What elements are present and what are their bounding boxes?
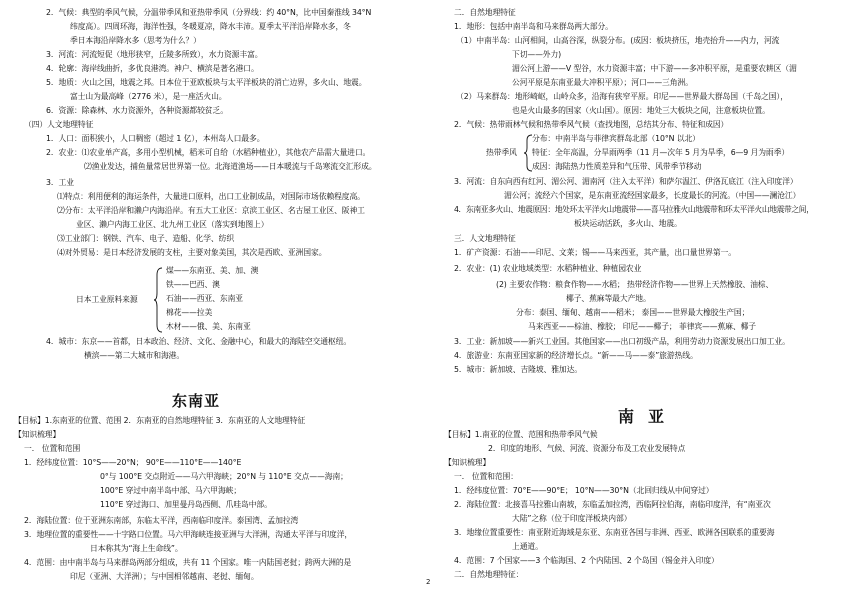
- text-line: 3．工业：新加坡——新兴工业国。其他国家——出口初级产品，利用劳动力资源发展出口加工业。: [454, 337, 790, 346]
- text-line: ⑶工业部门：钢铁、汽车、电子、造船、化学、纺织: [57, 234, 235, 243]
- text-line: 3．河流：自东向西有红河、湄公河、湄南河（注入太平洋）和萨尔温江、伊洛瓦底江（注入印度洋）: [454, 177, 798, 186]
- text-line: 印尼（亚洲、大洋洲）；与中国相邻越南、老挝、缅甸。: [70, 572, 259, 581]
- text-line: 110°E 穿过海口、加里曼丹岛西侧、爪哇岛中部。: [100, 500, 272, 509]
- text-line: 上通道。: [512, 542, 543, 551]
- text-line: ⑵渔业发达，捕鱼量常居世界第一位。北海道渔场——日本暖流与千岛寒流交汇形成。: [84, 162, 377, 171]
- text-line: 4．范围：7 个国家——3 个临海国、2 个内陆国、2 个岛国（锡金并入印度）: [454, 556, 719, 565]
- text-line: 1．地形：包括中南半岛和马来群岛两大部分。: [454, 22, 613, 31]
- monsoon-label: 热带季风: [486, 148, 517, 157]
- text-line: 日本称其为“海上生命线”。: [90, 544, 183, 553]
- text-line: 大陆”之称（位于印度洋板块内部）: [512, 514, 632, 523]
- text-line: 板块运动活跃，多火山、地震。: [574, 219, 682, 228]
- text-line: 也是火山最多的国家（火山国）。原因：地处三大板块之间，注意板块位置。: [512, 106, 770, 115]
- text-line: 2．气候：热带雨林气候和热带季风气候（查找地图，总结其分布、特征和成因）: [454, 120, 729, 129]
- text-line: 3．地理位置的重要性——十字路口位置。马六甲海峡连接亚洲与大洋洲，沟通太平洋与印度洋，: [24, 530, 353, 539]
- page-number: 2: [426, 578, 431, 586]
- text-line: 二．自然地理特征: [454, 8, 516, 17]
- raw-material-label: 日本工业原料来源: [76, 295, 138, 304]
- text-line: 5．地质：火山之国，地震之邦。日本位于亚欧板块与太平洋板块的消亡边界，多火山、地震。: [46, 78, 367, 87]
- text-line: 4．旅游业：东南亚国家新的经济增长点。“新——马——泰”旅游热线。: [454, 351, 698, 360]
- text-line: 6．资源：除森林、水力资源外，各种资源都较贫乏。: [46, 106, 228, 115]
- text-line: 1．经纬度位置：10°S——20°N； 90°E——110°E——140°E: [24, 458, 242, 467]
- text-line: 椰子、蕉麻等最大产地。: [566, 294, 651, 303]
- text-line: 1．人口：面积狭小，人口稠密（超过 1 亿），本州岛人口最多。: [46, 134, 265, 143]
- text-line: 分布：泰国、缅甸、越南——稻米； 泰国——世界最大橡胶生产国；: [516, 308, 750, 317]
- monsoon-item: 分布：中南半岛与菲律宾群岛北部（10°N 以北）: [532, 134, 700, 143]
- text-line: 3．工业: [46, 178, 74, 187]
- text-line: ⑴特点：利用便利的海运条件，大量进口原料，出口工业制成品，对国际市场依赖程度高。: [57, 192, 365, 201]
- section-title-south-asia: 南亚: [618, 407, 679, 426]
- text-line: 2．海陆位置：位于亚洲东南部，东临太平洋，西南临印度洋。泰国湾、孟加拉湾: [24, 516, 299, 525]
- text-line: 2．海陆位置：北接喜马拉雅山南坡，东临孟加拉湾，西临阿拉伯海，南临印度洋，有“南亚次: [454, 500, 771, 509]
- raw-material-item: 煤——东南亚、美、加、澳: [166, 266, 259, 275]
- text-line: 一． 位置和范围: [24, 444, 81, 453]
- text-line: 0°与 100°E 交点附近——马六甲海峡；20°N 与 110°E 交点——海南；: [100, 472, 348, 481]
- text-line: 4．轮廓：海岸线曲折，多优良港湾。神户、横滨是著名港口。: [46, 64, 259, 73]
- text-line: 2．农业：⑴农业单产高，多用小型机械，稻米可自给（水稻种植业），其他农产品需大量进口。: [46, 148, 371, 157]
- text-line: 4．东南亚多火山、地震原因：地处环太平洋火山地震带——喜马拉雅火山地震带和环太平洋火山地震带之间，: [454, 205, 814, 214]
- raw-material-item: 铁——巴西、澳: [166, 280, 220, 289]
- text-line: 二．自然地理特征：: [454, 570, 524, 579]
- section-title-southeast-asia: 东南亚: [172, 392, 221, 410]
- text-line: 富士山为最高峰（2776 米），是一座活火山。: [70, 92, 227, 101]
- text-line: 1．矿产资源：石油——印尼、文莱；锡——马来西亚，其产量，出口量世界第一。: [454, 248, 736, 257]
- text-line: 业区、濑户内海工业区、北九州工业区（落实到地图上）: [76, 220, 269, 229]
- text-line: ⑷对外贸易：是日本经济发展的支柱，主要对象美国，其次是西欧、亚洲国家。: [57, 248, 327, 257]
- text-line: 纬度高）。四周环海，海洋性强，冬暖夏凉，降水丰沛。夏季太平洋沿岸降水多，冬: [70, 22, 351, 31]
- brace-icon: [154, 267, 164, 333]
- text-line: 2．气候：典型的季风气候，分温带季风和亚热带季风（分界线：约 40°N，比中国秦淮线 34°N: [46, 8, 372, 17]
- text-line: 100°E 穿过中南半岛中部、马六甲海峡；: [100, 486, 242, 495]
- text-line: 3．地缘位置重要性：南亚附近海域是东亚、东南亚各国与非洲、西亚、欧洲各国联系的重要海: [454, 528, 775, 537]
- text-line: 下切——外力): [512, 50, 562, 59]
- text-line: 【目标】1.南亚的位置、范围和热带季风气候: [444, 430, 598, 439]
- text-line: （1）中南半岛：山河相间，山高谷深，纵裂分布。(成因：板块挤压，地壳抬升——内力，河流: [456, 36, 780, 45]
- raw-material-item: 棉花——拉美: [166, 308, 213, 317]
- text-line: 4．范围：由中南半岛与马来群岛两部分组成，共有 11 个国家。唯一内陆国老挝；跨两大洲的是: [24, 558, 352, 567]
- text-line: 4．城市：东京——首都，日本政治、经济、文化、金融中心，和最大的海陆空交通枢纽。: [46, 337, 352, 346]
- text-line: （四）人文地理特征: [24, 120, 94, 129]
- monsoon-item: 成因：海陆热力性质差异和气压带、风带季节移动: [532, 162, 702, 171]
- text-line: 2．农业：(1) 农业地域类型：水稻种植业、种植园农业: [454, 264, 642, 273]
- text-line: 横滨——第二大城市和海港。: [84, 351, 185, 360]
- text-line: 湄公河上游——V 型谷，水力资源丰富；中下游——多冲积平原，是重要农耕区（湄: [512, 64, 797, 73]
- text-line: 湄公河；流经六个国家，是东南亚流经国家最多，长度最长的河流。（中国——澜沧江）: [504, 191, 801, 200]
- text-line: 季日本海沿岸降水多（思考为什么？）: [70, 36, 201, 45]
- text-line: 1．经纬度位置：70°E——90°E； 10°N——30°N（北回归线从中间穿过）: [454, 486, 714, 495]
- text-line: 5．城市：新加坡、吉隆坡、雅加达。: [454, 365, 583, 374]
- text-line: 马来西亚——棕油、橡胶； 印尼——椰子； 菲律宾——蕉麻、椰子: [528, 322, 756, 331]
- text-line: 公河平原是东南亚最大冲积平原）；河口——三角洲。: [512, 78, 693, 87]
- raw-material-item: 石油——西亚、东南亚: [166, 294, 243, 303]
- text-line: 【知识梳理】: [444, 458, 491, 467]
- text-line: ⑵分布：太平洋沿岸和濑户内海沿岸。有五大工业区：京滨工业区、名古屋工业区、阪神工: [57, 206, 365, 215]
- text-line: 【知识梳理】: [14, 430, 61, 439]
- text-line: 3．河流：河流短促（地形狭窄，丘陵多所致），水力资源丰富。: [46, 50, 263, 59]
- monsoon-item: 特征：全年高温，分旱雨两季（11 月—次年 5 月为旱季，6—9 月为雨季）: [532, 148, 790, 157]
- raw-material-item: 木材——俄、美、东南亚: [166, 322, 251, 331]
- text-line: (2) 主要农作物：粮食作物——水稻； 热带经济作物——世界上天然橡胶、油棕、: [496, 280, 774, 289]
- text-line: 一． 位置和范围：: [454, 472, 518, 481]
- text-line: 三．人文地理特征: [454, 234, 516, 243]
- text-line: 2．印度的地形、气候、河流、资源分布及工农业发展特点: [488, 444, 686, 453]
- text-line: （2）马来群岛：地形崎岖，山岭众多，沿海有狭窄平原。印尼——世界最大群岛国（千岛之国），: [456, 92, 788, 101]
- text-line: 【目标】1.东南亚的位置、范围 2．东南亚的自然地理特征 3．东南亚的人文地理特征: [14, 416, 306, 425]
